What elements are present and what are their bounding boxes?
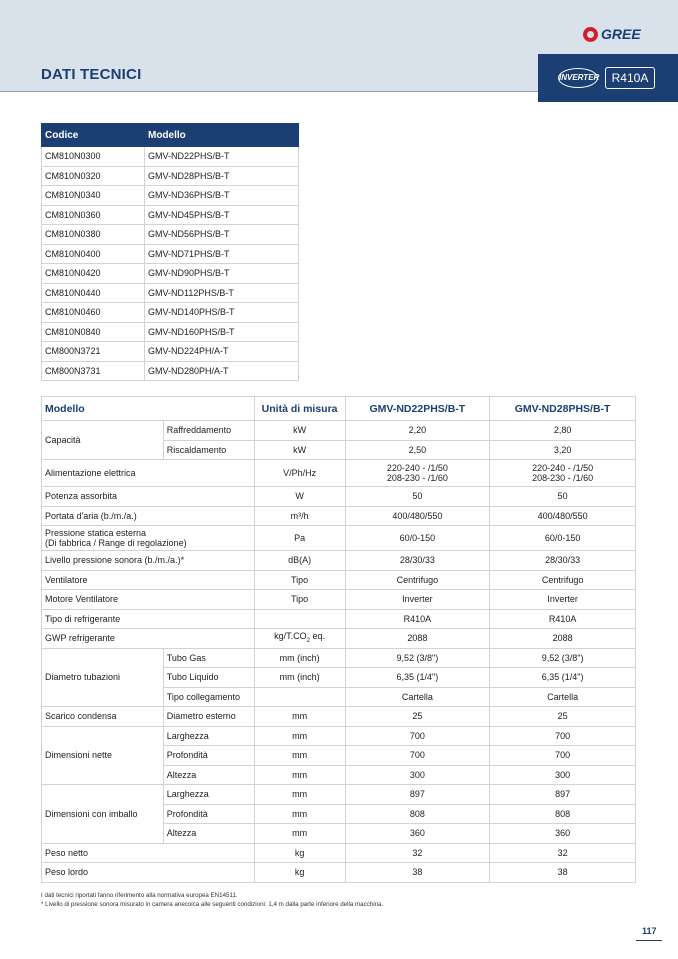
value-cell: 9,52 (3/8") [345, 648, 490, 668]
value-cell: 897 [345, 785, 490, 805]
value-cell: 50 [345, 487, 490, 507]
value-cell: 360 [490, 824, 636, 844]
row-label: Scarico condensa [42, 707, 164, 727]
value-cell [490, 460, 636, 487]
unit-cell: mm [254, 804, 345, 824]
unit-cell: mm [254, 726, 345, 746]
value-cell: R410A [345, 609, 490, 629]
table-row [42, 283, 299, 303]
unit-cell [254, 629, 345, 649]
table-row [42, 205, 299, 225]
value-line: 220-240 - /1/50 [532, 463, 594, 473]
page-number: 117 [642, 926, 657, 936]
code-cell: CM810N0360 [42, 205, 145, 225]
value-cell: 28/30/33 [490, 551, 636, 571]
value-cell: R410A [490, 609, 636, 629]
value-cell: 3,20 [490, 440, 636, 460]
value-cell: Inverter [345, 590, 490, 610]
row-sublabel: Profondità [163, 746, 254, 766]
table-row [42, 460, 636, 487]
row-sublabel: Altezza [163, 765, 254, 785]
model-cell: GMV-ND36PHS/B-T [144, 186, 298, 206]
code-cell: CM810N0420 [42, 264, 145, 284]
model-cell: GMV-ND56PHS/B-T [144, 225, 298, 245]
value-cell: 700 [490, 726, 636, 746]
row-sublabel: Tubo Gas [163, 648, 254, 668]
codes-table [41, 123, 299, 381]
label-line: Pressione statica esterna [45, 528, 147, 538]
row-label: Portata d'aria (b./m./a.) [42, 506, 255, 526]
value-cell: 700 [490, 746, 636, 766]
value-cell: 2,50 [345, 440, 490, 460]
value-line: 208-230 - /1/60 [386, 473, 448, 483]
model-cell: GMV-ND45PHS/B-T [144, 205, 298, 225]
table-row [42, 421, 636, 441]
value-cell: 38 [345, 863, 490, 883]
row-label [42, 526, 255, 551]
row-label: Motore Ventilatore [42, 590, 255, 610]
row-sublabel: Raffreddamento [163, 421, 254, 441]
table-row [42, 322, 299, 342]
table-row [42, 166, 299, 186]
inverter-badge: INVERTER [558, 68, 598, 88]
row-sublabel: Riscaldamento [163, 440, 254, 460]
footnote-standard: I dati tecnici riportati fanno riferimento alla normativa europea EN14511. [41, 892, 238, 899]
row-label: GWP refrigerante [42, 629, 255, 649]
value-cell: 2088 [345, 629, 490, 649]
unit-cell: kg [254, 843, 345, 863]
model-cell: GMV-ND160PHS/B-T [144, 322, 298, 342]
feature-badge [538, 54, 678, 102]
row-label: Livello pressione sonora (b./m./a.)* [42, 551, 255, 571]
model-cell: GMV-ND280PH/A-T [144, 361, 298, 381]
unit-cell: W [254, 487, 345, 507]
value-cell: 300 [490, 765, 636, 785]
row-sublabel: Tipo collegamento [163, 687, 254, 707]
col-m1: GMV-ND22PHS/B-T [345, 397, 490, 421]
unit-cell: kW [254, 440, 345, 460]
table-row [42, 506, 636, 526]
unit-cell: Pa [254, 526, 345, 551]
table-row [42, 526, 636, 551]
value-cell: 808 [345, 804, 490, 824]
row-sublabel: Profondità [163, 804, 254, 824]
value-cell: 32 [345, 843, 490, 863]
unit-cell: mm [254, 707, 345, 727]
row-label: Dimensioni con imballo [42, 785, 164, 844]
row-sublabel: Larghezza [163, 785, 254, 805]
table-row [42, 570, 636, 590]
page-title: DATI TECNICI [41, 66, 142, 83]
unit-cell: mm [254, 746, 345, 766]
table-row [42, 264, 299, 284]
value-line: 208-230 - /1/60 [532, 473, 594, 483]
gree-logo [583, 26, 641, 42]
row-sublabel: Diametro esterno [163, 707, 254, 727]
value-cell: Cartella [490, 687, 636, 707]
value-cell: 400/480/550 [345, 506, 490, 526]
model-cell: GMV-ND28PHS/B-T [144, 166, 298, 186]
row-label: Tipo di refrigerante [42, 609, 255, 629]
table-row [42, 303, 299, 323]
model-cell: GMV-ND112PHS/B-T [144, 283, 298, 303]
value-cell: 28/30/33 [345, 551, 490, 571]
footnotes [41, 891, 383, 909]
model-cell: GMV-ND90PHS/B-T [144, 264, 298, 284]
table-row [42, 225, 299, 245]
code-cell: CM810N0380 [42, 225, 145, 245]
value-cell: Cartella [345, 687, 490, 707]
code-cell: CM810N0440 [42, 283, 145, 303]
unit-cell [254, 687, 345, 707]
page-number-rule [636, 940, 662, 941]
value-cell: 808 [490, 804, 636, 824]
unit-cell: mm (inch) [254, 648, 345, 668]
col-model: Modello [42, 397, 255, 421]
table-row [42, 648, 636, 668]
model-cell: GMV-ND22PHS/B-T [144, 147, 298, 167]
value-cell: 300 [345, 765, 490, 785]
value-cell: Centrifugo [490, 570, 636, 590]
unit-cell: mm [254, 785, 345, 805]
unit-cell [254, 609, 345, 629]
code-cell: CM810N0320 [42, 166, 145, 186]
table-row [42, 487, 636, 507]
col-modello: Modello [144, 124, 298, 147]
code-cell: CM810N0300 [42, 147, 145, 167]
code-cell: CM800N3721 [42, 342, 145, 362]
value-cell: 400/480/550 [490, 506, 636, 526]
unit-subscript: 2 [306, 637, 310, 644]
value-cell: 9,52 (3/8") [490, 648, 636, 668]
row-label: Diametro tubazioni [42, 648, 164, 707]
model-cell: GMV-ND140PHS/B-T [144, 303, 298, 323]
unit-cell: Tipo [254, 570, 345, 590]
value-line: 220-240 - /1/50 [386, 463, 448, 473]
value-cell: 2088 [490, 629, 636, 649]
table-row [42, 843, 636, 863]
code-cell: CM810N0340 [42, 186, 145, 206]
value-cell: 2,80 [490, 421, 636, 441]
header-rule [0, 91, 538, 92]
model-cell: GMV-ND224PH/A-T [144, 342, 298, 362]
code-cell: CM810N0840 [42, 322, 145, 342]
unit-cell: V/Ph/Hz [254, 460, 345, 487]
value-cell: 25 [490, 707, 636, 727]
value-cell: 60/0-150 [490, 526, 636, 551]
value-cell: 700 [345, 746, 490, 766]
row-label: Alimentazione elettrica [42, 460, 255, 487]
value-cell: 897 [490, 785, 636, 805]
value-cell: 60/0-150 [345, 526, 490, 551]
unit-cell: kg [254, 863, 345, 883]
value-cell: 2,20 [345, 421, 490, 441]
unit-cell: mm [254, 765, 345, 785]
row-label: Peso lordo [42, 863, 255, 883]
table-row [42, 609, 636, 629]
unit-cell: mm [254, 824, 345, 844]
row-label: Potenza assorbita [42, 487, 255, 507]
value-cell: 50 [490, 487, 636, 507]
value-cell: 25 [345, 707, 490, 727]
table-row [42, 863, 636, 883]
table-row [42, 342, 299, 362]
row-sublabel: Tubo Liquido [163, 668, 254, 688]
table-row [42, 147, 299, 167]
code-cell: CM810N0460 [42, 303, 145, 323]
value-cell: 38 [490, 863, 636, 883]
value-cell [345, 460, 490, 487]
table-row [42, 629, 636, 649]
col-codice: Codice [42, 124, 145, 147]
value-cell: 6,35 (1/4") [345, 668, 490, 688]
table-row [42, 590, 636, 610]
r410a-badge: R410A [605, 67, 655, 89]
value-cell: Inverter [490, 590, 636, 610]
model-cell: GMV-ND71PHS/B-T [144, 244, 298, 264]
value-cell: 6,35 (1/4") [490, 668, 636, 688]
unit-cell: dB(A) [254, 551, 345, 571]
unit-cell: m³/h [254, 506, 345, 526]
unit-cell: kW [254, 421, 345, 441]
col-m2: GMV-ND28PHS/B-T [490, 397, 636, 421]
row-label: Ventilatore [42, 570, 255, 590]
table-row [42, 186, 299, 206]
table-row [42, 551, 636, 571]
label-line: (Di fabbrica / Range di regolazione) [45, 538, 187, 548]
footnote-sound: * Livello di pressione sonora misurato in camera anecoica alle seguenti condizioni: 1,4 m dalla parte inferiore della macchina. [41, 901, 384, 908]
col-unit: Unità di misura [254, 397, 345, 421]
unit-text: kg/T.CO [274, 630, 307, 641]
gree-swirl-icon [583, 27, 598, 42]
specs-table [41, 396, 636, 883]
table-row [42, 785, 636, 805]
unit-cell: Tipo [254, 590, 345, 610]
row-sublabel: Altezza [163, 824, 254, 844]
row-label: Dimensioni nette [42, 726, 164, 785]
table-row [42, 726, 636, 746]
row-label: Peso netto [42, 843, 255, 863]
table-row [42, 361, 299, 381]
table-row [42, 707, 636, 727]
unit-cell: mm (inch) [254, 668, 345, 688]
unit-text: eq. [310, 630, 326, 641]
row-label: Capacità [42, 421, 164, 460]
table-row [42, 244, 299, 264]
value-cell: 360 [345, 824, 490, 844]
code-cell: CM800N3731 [42, 361, 145, 381]
value-cell: 700 [345, 726, 490, 746]
value-cell: 32 [490, 843, 636, 863]
brand-name: GREE [601, 26, 641, 42]
row-sublabel: Larghezza [163, 726, 254, 746]
code-cell: CM810N0400 [42, 244, 145, 264]
value-cell: Centrifugo [345, 570, 490, 590]
